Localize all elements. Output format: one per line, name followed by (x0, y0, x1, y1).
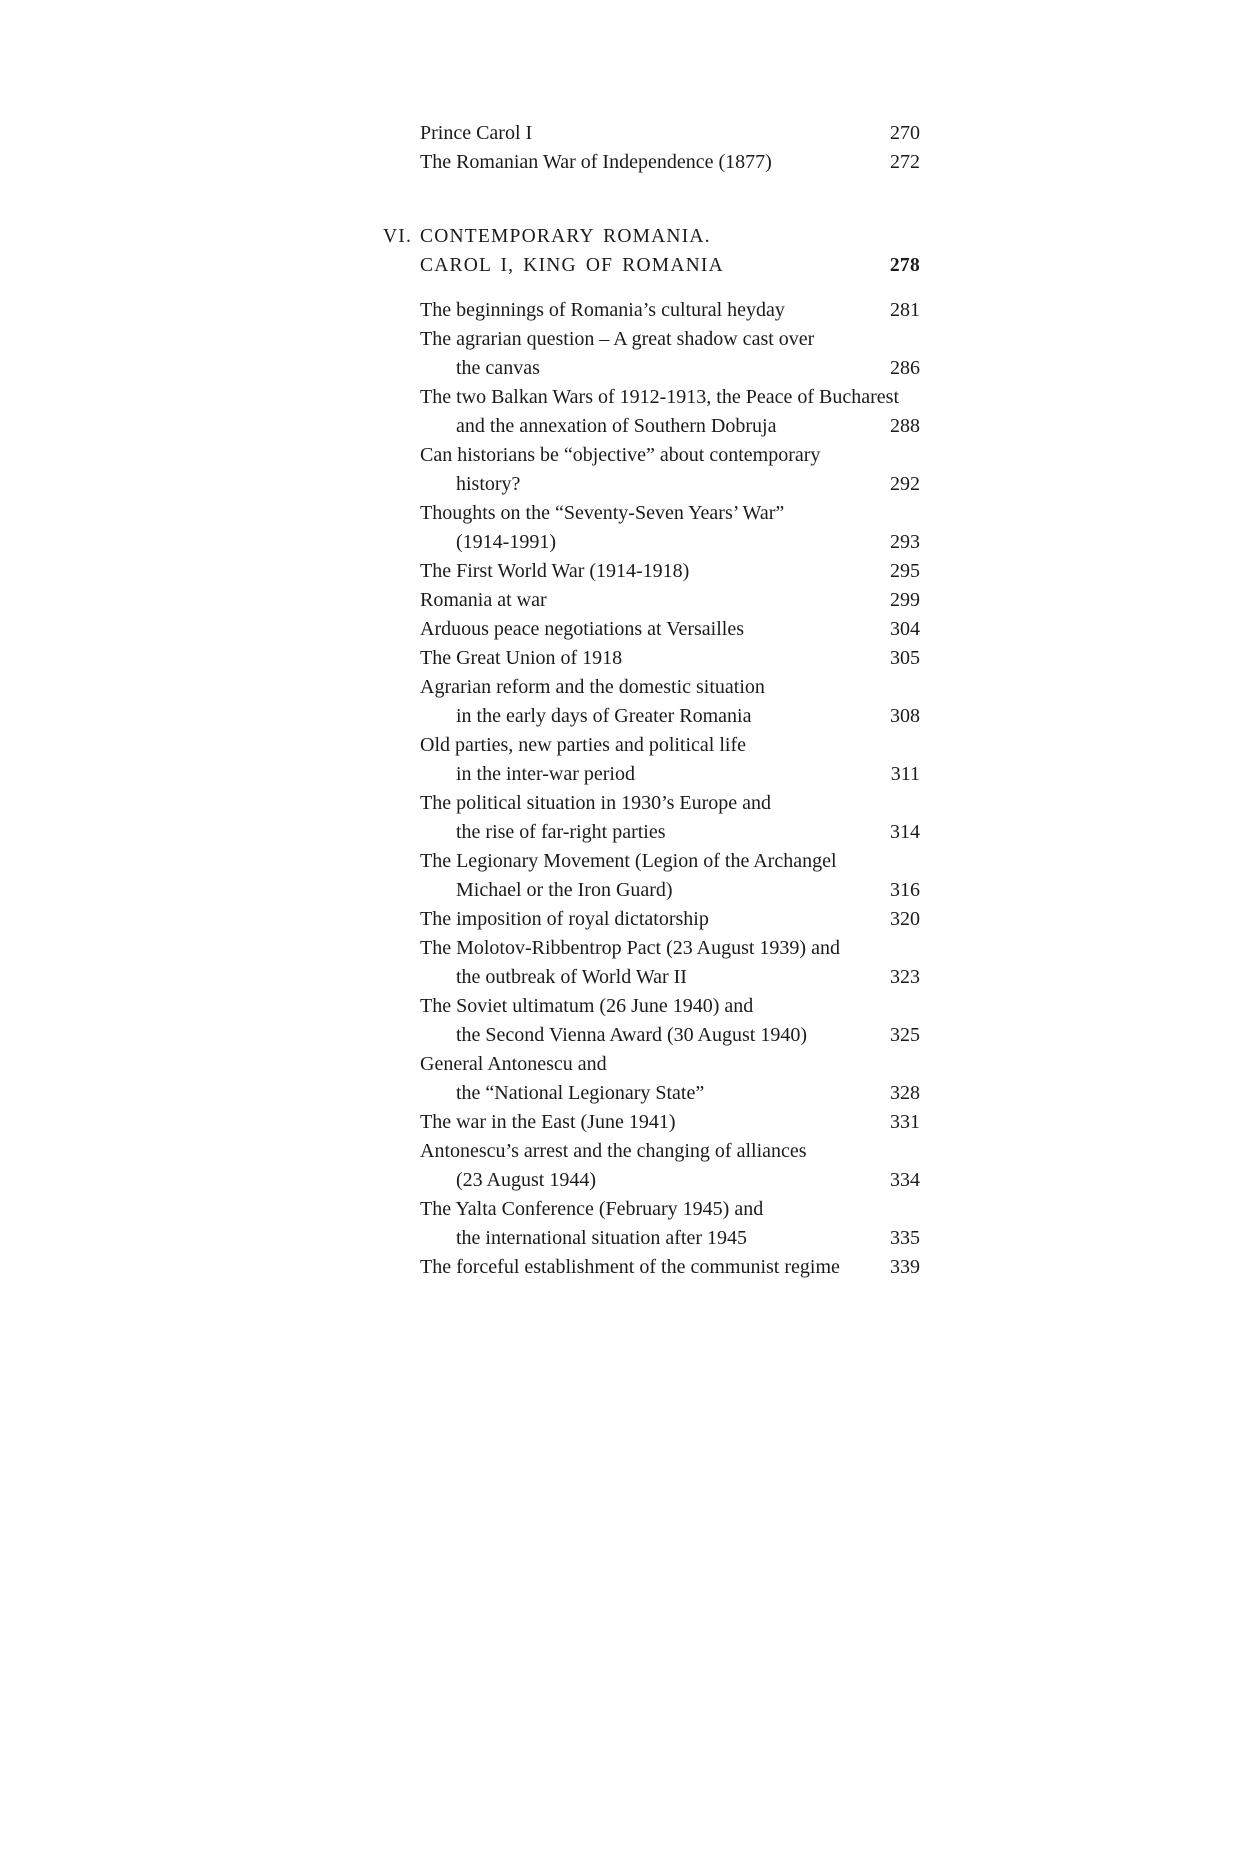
toc-top-entries (420, 119, 920, 177)
toc-entry-line (420, 325, 920, 354)
toc-entry-line (420, 760, 920, 789)
toc-entry-line (420, 1224, 920, 1253)
toc-entry (420, 1108, 920, 1137)
toc-entry (420, 499, 920, 557)
toc-entry-title: The Yalta Conference (February 1945) and (420, 1198, 764, 1220)
toc-entry (420, 1137, 920, 1195)
toc-entry-line (420, 412, 920, 441)
toc-entry-line (420, 1021, 920, 1050)
toc-entry-line (420, 383, 920, 412)
toc-entry-title: The war in the East (June 1941) (420, 1111, 676, 1133)
toc-entry-title: Arduous peace negotiations at Versailles (420, 618, 744, 640)
table-of-contents (383, 119, 920, 1282)
toc-entry-line (420, 934, 920, 963)
toc-entry-page-number: 335 (890, 1227, 920, 1249)
toc-entry-title: Prince Carol I (420, 122, 533, 144)
toc-entry-page-number: 281 (890, 299, 920, 321)
toc-entry-page-number: 334 (890, 1169, 920, 1191)
toc-entry (420, 296, 920, 325)
toc-entry (420, 383, 920, 441)
toc-entry-line (420, 586, 920, 615)
toc-entry (420, 325, 920, 383)
toc-entry-line (420, 557, 920, 586)
toc-entry-page-number: 331 (890, 1111, 920, 1133)
toc-entry-title: Old parties, new parties and political life (420, 734, 747, 756)
toc-entry-line (420, 1050, 920, 1079)
toc-entry-page-number: 299 (890, 589, 920, 611)
toc-entry-line (420, 354, 920, 383)
toc-entry-line (420, 1166, 920, 1195)
toc-entry-page-number: 292 (890, 473, 920, 495)
toc-entry-title: in the inter-war period (456, 763, 635, 785)
toc-entry-title: the “National Legionary State” (456, 1082, 705, 1104)
toc-entry-title: the canvas (456, 357, 540, 379)
toc-entry-page-number: 293 (890, 531, 920, 553)
toc-entry-title: the rise of far-right parties (456, 821, 666, 843)
toc-entry-title: (1914-1991) (456, 531, 556, 553)
toc-entry-line (420, 992, 920, 1021)
toc-entry (420, 789, 920, 847)
toc-entry-title: The Molotov-Ribbentrop Pact (23 August 1939) and (420, 937, 840, 959)
toc-entry-title: The Soviet ultimatum (26 June 1940) and (420, 995, 754, 1017)
toc-entry (420, 847, 920, 905)
section-page-number: 278 (889, 255, 920, 276)
toc-entry (420, 615, 920, 644)
toc-entry-page-number: 295 (890, 560, 920, 582)
toc-entry (420, 148, 920, 177)
toc-entry-title: the international situation after 1945 (456, 1227, 748, 1249)
toc-entry (420, 992, 920, 1050)
section-heading-line-2 (420, 251, 920, 280)
toc-entry-line (420, 499, 920, 528)
toc-entry-page-number: 272 (890, 151, 920, 173)
toc-entry-title: Romania at war (420, 589, 547, 611)
toc-entry-page-number: 320 (890, 908, 920, 930)
toc-entry (420, 557, 920, 586)
toc-entry-page-number: 314 (890, 821, 920, 843)
toc-entry-line (420, 702, 920, 731)
toc-entry-line (420, 615, 920, 644)
toc-entry-title: The political situation in 1930’s Europe and (420, 792, 772, 814)
toc-entry-title: in the early days of Greater Romania (456, 705, 752, 727)
toc-entry-title: General Antonescu and (420, 1053, 607, 1075)
toc-entry-page-number: 316 (890, 879, 920, 901)
toc-entry-page-number: 339 (890, 1256, 920, 1278)
toc-entry-title: The First World War (1914-1918) (420, 560, 690, 582)
toc-entry-page-number: 270 (890, 122, 920, 144)
toc-entry-page-number: 305 (890, 647, 920, 669)
toc-entry-line (420, 673, 920, 702)
section-title-line-1: CONTEMPORARY ROMANIA. (420, 226, 711, 247)
toc-entry-title: Agrarian reform and the domestic situation (420, 676, 765, 698)
toc-entry-line (420, 1108, 920, 1137)
toc-entry-line (420, 876, 920, 905)
toc-entry-page-number: 308 (890, 705, 920, 727)
toc-entry-line (420, 528, 920, 557)
section-heading (383, 222, 920, 280)
section-number: VI. (383, 226, 413, 247)
toc-entry-line (420, 905, 920, 934)
toc-entry-page-number: 288 (890, 415, 920, 437)
toc-entry (420, 1253, 920, 1282)
toc-entry-line (420, 1079, 920, 1108)
toc-entry-line (420, 296, 920, 325)
toc-entry (420, 586, 920, 615)
toc-entry-line (420, 470, 920, 499)
toc-entry-title: The imposition of royal dictatorship (420, 908, 709, 930)
toc-entry-page-number: 304 (890, 618, 920, 640)
toc-entry-title: and the annexation of Southern Dobruja (456, 415, 777, 437)
toc-entry-title: The forceful establishment of the communist regime (420, 1256, 840, 1278)
toc-entry-title: Can historians be “objective” about contemporary (420, 444, 821, 466)
toc-entry-title: history? (456, 473, 521, 495)
toc-entry-title: The Romanian War of Independence (1877) (420, 151, 772, 173)
toc-entry (420, 119, 920, 148)
toc-entry-line (420, 963, 920, 992)
toc-entry-title: the outbreak of World War II (456, 966, 687, 988)
toc-entry-line (420, 119, 920, 148)
toc-entry-title: (23 August 1944) (456, 1169, 596, 1191)
toc-entry (420, 934, 920, 992)
toc-entry-title: The beginnings of Romania’s cultural heyday (420, 299, 785, 321)
toc-entry (420, 441, 920, 499)
toc-entry-line (420, 731, 920, 760)
toc-entry (420, 644, 920, 673)
toc-entry-line (420, 847, 920, 876)
toc-entry-page-number: 311 (890, 763, 920, 785)
toc-entry-title: the Second Vienna Award (30 August 1940) (456, 1024, 807, 1046)
toc-entry-line (420, 1137, 920, 1166)
toc-entry-line (420, 1195, 920, 1224)
toc-entry (420, 905, 920, 934)
toc-entry-title: The Legionary Movement (Legion of the Archangel (420, 850, 837, 872)
toc-entry-line (420, 818, 920, 847)
toc-entry-page-number: 328 (890, 1082, 920, 1104)
toc-entry-line (420, 1253, 920, 1282)
toc-entry-line (420, 441, 920, 470)
toc-entry-page-number: 286 (890, 357, 920, 379)
toc-entry-title: The Great Union of 1918 (420, 647, 623, 669)
toc-entries (420, 296, 920, 1282)
toc-entry-line (420, 644, 920, 673)
toc-entry (420, 673, 920, 731)
toc-entry (420, 1195, 920, 1253)
section-title-line-2: CAROL I, KING OF ROMANIA (420, 255, 724, 276)
toc-entry-title: Thoughts on the “Seventy-Seven Years’ War” (420, 502, 785, 524)
toc-entry-line (420, 789, 920, 818)
toc-entry-title: The two Balkan Wars of 1912-1913, the Peace of Bucharest (420, 386, 899, 408)
toc-entry (420, 1050, 920, 1108)
toc-entry-page-number: 325 (890, 1024, 920, 1046)
toc-entry-page-number: 323 (890, 966, 920, 988)
toc-entry-title: Michael or the Iron Guard) (456, 879, 673, 901)
section-heading-line-1 (383, 222, 920, 251)
toc-entry-line (420, 148, 920, 177)
toc-entry (420, 731, 920, 789)
toc-entry-title: Antonescu’s arrest and the changing of alliances (420, 1140, 807, 1162)
toc-entry-title: The agrarian question – A great shadow cast over (420, 328, 815, 350)
